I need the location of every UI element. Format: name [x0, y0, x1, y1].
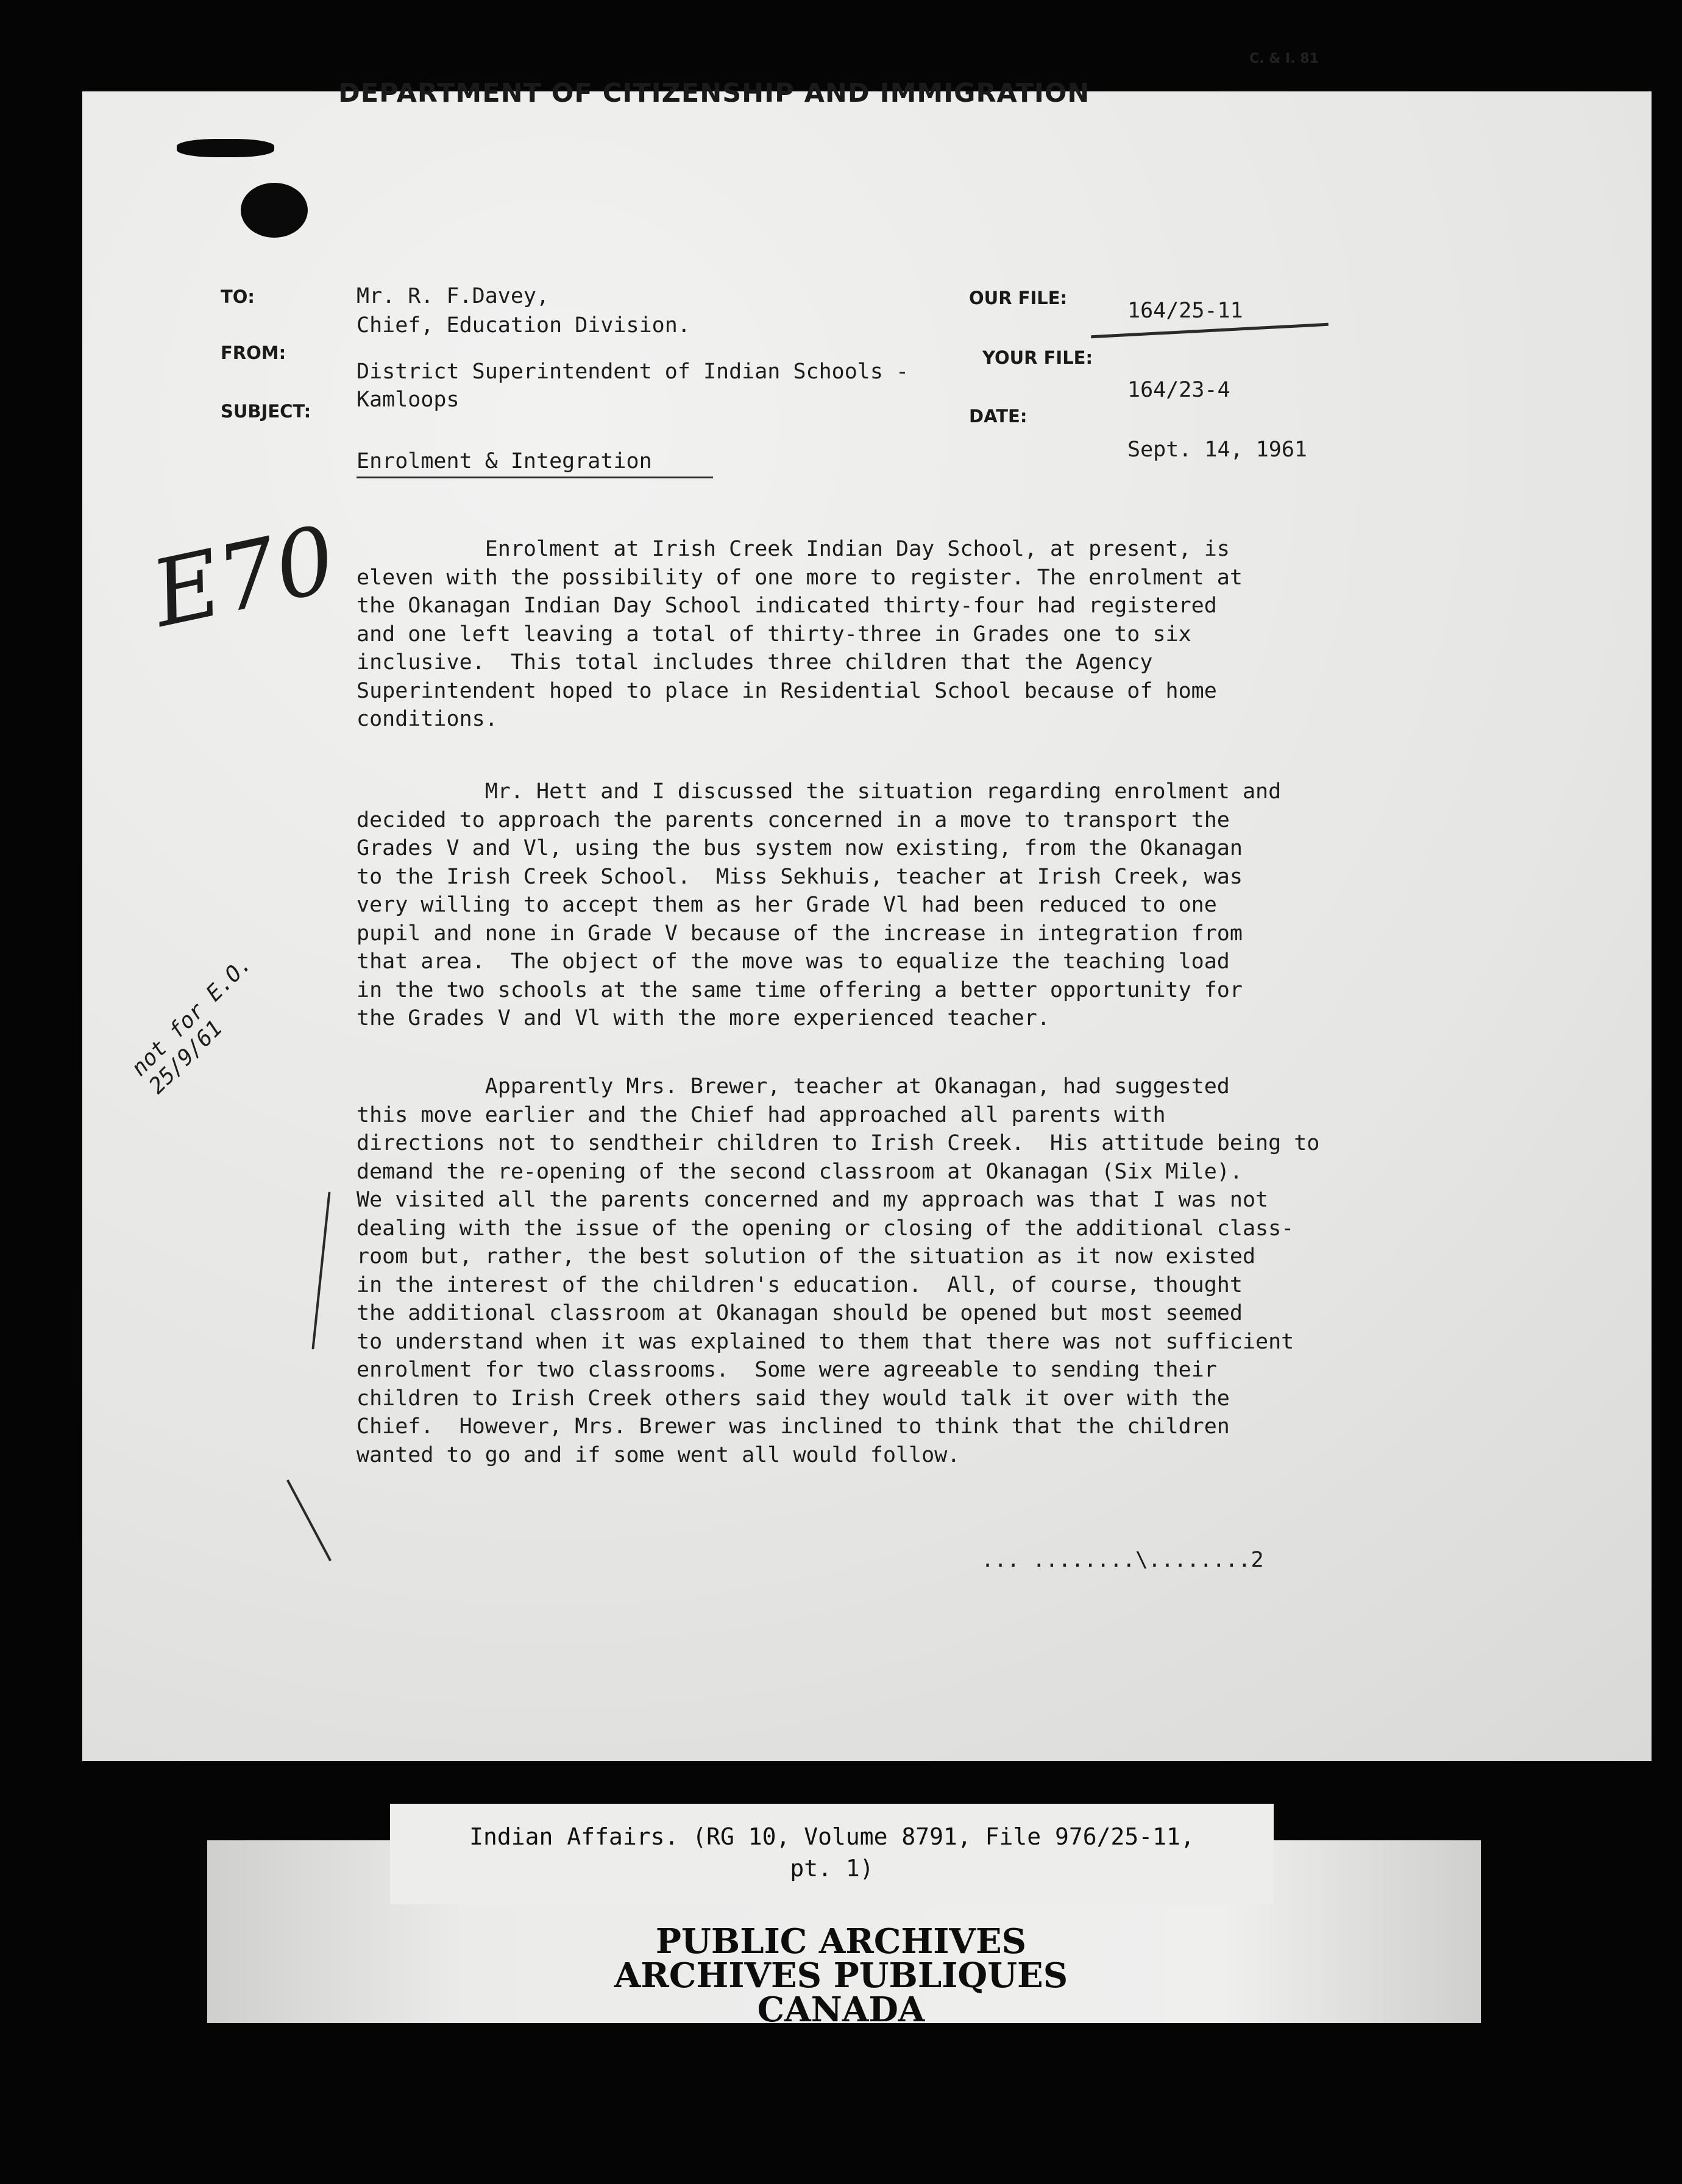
- handwritten-margin-note: not for E.O. 25/9/61: [126, 951, 257, 1099]
- your-file-value: 164/23-4: [1127, 378, 1230, 402]
- paragraph-3: [357, 1072, 1319, 1469]
- paragraph-line: children to Irish Creek others said they would talk it over with the: [357, 1386, 1230, 1411]
- archive-stamp-line-3: CANADA: [757, 1990, 925, 2030]
- paragraph-line: Superintendent hoped to place in Residential School because of home: [357, 678, 1217, 703]
- subject-label: SUBJECT:: [221, 401, 311, 422]
- paragraph-line: directions not to sendtheir children to Irish Creek. His attitude being to: [357, 1131, 1320, 1155]
- our-file-value: 164/25-11: [1127, 299, 1243, 323]
- our-file-label: OUR FILE:: [969, 288, 1068, 308]
- paragraph-line: Chief. However, Mrs. Brewer was inclined to think that the children: [357, 1414, 1230, 1439]
- paragraph-line: dealing with the issue of the opening or closing of the additional class-: [357, 1216, 1294, 1241]
- paragraph-line: Enrolment at Irish Creek Indian Day School, at present, is: [357, 537, 1230, 561]
- paragraph-line: to the Irish Creek School. Miss Sekhuis, teacher at Irish Creek, was: [357, 864, 1243, 889]
- ink-stain: [177, 139, 274, 157]
- subject-text: Enrolment & Integration: [357, 449, 652, 473]
- to-line-2: Chief, Education Division.: [357, 313, 690, 338]
- date-value: Sept. 14, 1961: [1127, 438, 1308, 462]
- handwritten-file-mark: E70: [143, 506, 345, 648]
- paragraph-line: enrolment for two classrooms. Some were agreeable to sending their: [357, 1358, 1217, 1382]
- paragraph-line: that area. The object of the move was to equalize the teaching load: [357, 949, 1230, 974]
- paragraph-line: room but, rather, the best solution of the situation as it now existed: [357, 1244, 1256, 1269]
- paragraph-line: in the two schools at the same time offering a better opportunity for: [357, 977, 1243, 1002]
- punch-hole: [241, 183, 308, 238]
- paragraph-line: Grades V and Vl, using the bus system now existing, from the Okanagan: [357, 836, 1243, 860]
- paragraph-2: [357, 778, 1281, 1033]
- to-line-1: Mr. R. F.Davey,: [357, 284, 550, 308]
- paragraph-line: this move earlier and the Chief had approached all parents with: [357, 1102, 1166, 1127]
- paragraph-line: in the interest of the children's education. All, of course, thought: [357, 1272, 1243, 1297]
- paragraph-line: decided to approach the parents concerned in a move to transport the: [357, 807, 1230, 832]
- paragraph-line: demand the re-opening of the second classroom at Okanagan (Six Mile).: [357, 1159, 1243, 1184]
- paragraph-line: the Grades V and Vl with the more experienced teacher.: [357, 1006, 1050, 1030]
- paragraph-line: to understand when it was explained to them that there was not sufficient: [357, 1329, 1294, 1354]
- paragraph-line: wanted to go and if some went all would follow.: [357, 1442, 960, 1467]
- archive-stamp-line-1: PUBLIC ARCHIVES: [655, 1921, 1027, 1962]
- from-label: FROM:: [221, 342, 286, 363]
- from-line-2: Kamloops: [357, 388, 460, 412]
- paragraph-line: the additional classroom at Okanagan should be opened but most seemed: [357, 1301, 1243, 1325]
- subject-underline: [357, 477, 713, 478]
- form-code: C. & I. 81: [1249, 51, 1319, 66]
- your-file-label: YOUR FILE:: [982, 347, 1093, 368]
- paragraph-1: [357, 535, 1243, 734]
- paragraph-line: and one left leaving a total of thirty-three in Grades one to six: [357, 622, 1191, 647]
- date-label: DATE:: [969, 406, 1027, 427]
- paragraph-line: Mr. Hett and I discussed the situation regarding enrolment and: [357, 779, 1282, 804]
- paragraph-line: conditions.: [357, 707, 498, 731]
- paragraph-line: pupil and none in Grade V because of the increase in integration from: [357, 921, 1243, 946]
- archive-stamp-line-2: ARCHIVES PUBLIQUES: [614, 1955, 1068, 1996]
- page-continuation: ... ........\........2: [981, 1548, 1264, 1572]
- paragraph-line: inclusive. This total includes three children that the Agency: [357, 650, 1153, 675]
- paragraph-line: very willing to accept them as her Grade Vl had been reduced to one: [357, 893, 1217, 917]
- citation-line-2: pt. 1): [790, 1855, 874, 1882]
- archive-stamp: [0, 1921, 1682, 2030]
- paragraph-line: We visited all the parents concerned and my approach was that I was not: [357, 1188, 1269, 1212]
- to-label: TO:: [221, 286, 255, 307]
- citation-line-1: Indian Affairs. (RG 10, Volume 8791, File 976/25-11,: [469, 1823, 1194, 1850]
- paragraph-line: the Okanagan Indian Day School indicated thirty-four had registered: [357, 594, 1217, 618]
- citation-label: [390, 1804, 1274, 1904]
- from-line-1: District Superintendent of Indian Schools -: [357, 360, 909, 384]
- paragraph-line: eleven with the possibility of one more to register. The enrolment at: [357, 565, 1243, 590]
- paragraph-line: Apparently Mrs. Brewer, teacher at Okanagan, had suggested: [357, 1074, 1230, 1099]
- department-heading: DEPARTMENT OF CITIZENSHIP AND IMMIGRATION: [338, 78, 1090, 108]
